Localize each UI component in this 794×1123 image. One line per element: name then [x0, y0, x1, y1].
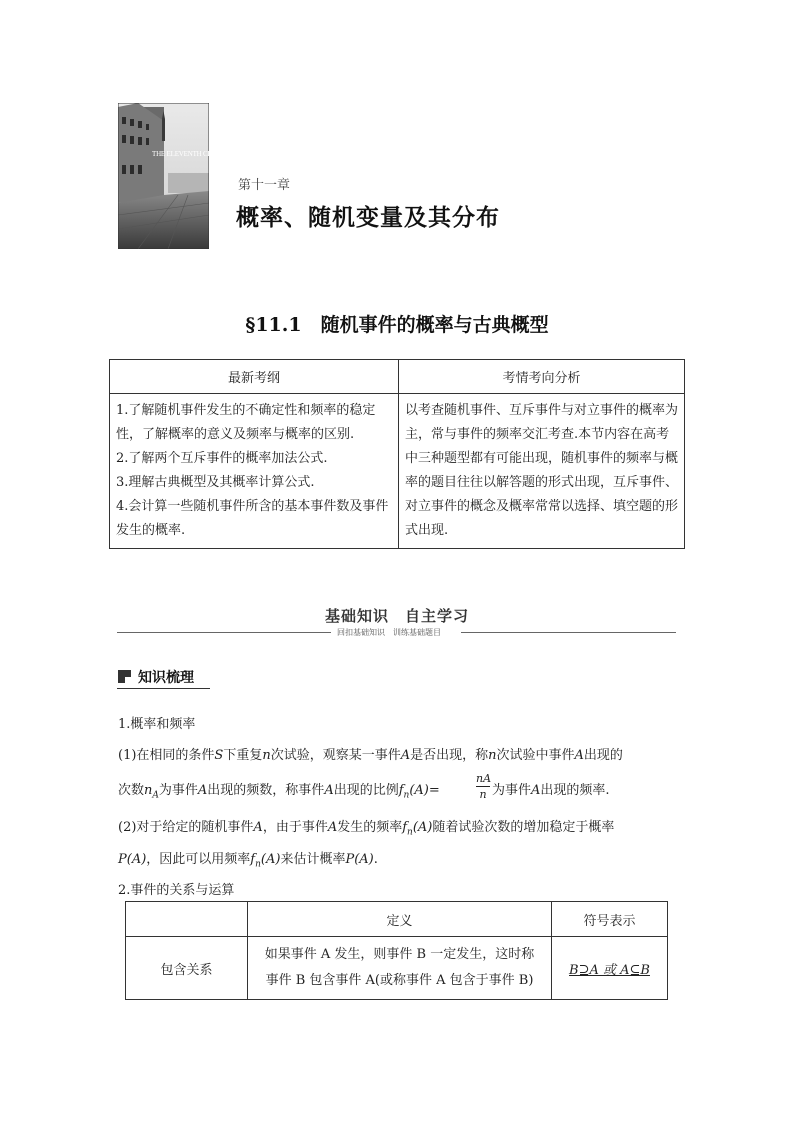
relations-header-blank [126, 902, 248, 937]
item1-heading: 1.概率和频率 [118, 717, 196, 732]
relation-definition [248, 937, 552, 1000]
definition-line: 事件 B 包含事件 A(或称事件 A 包含于事件 B) [265, 973, 534, 988]
analysis-text: 以考查随机事件、互斥事件与对立事件的概率为主，常与事件的频率交汇考查.本节内容在高考中三种题型都有可能出现，随机事件的频率与概率的题目往往以解答题的形式出现，互斥事件、对立事件的概念及概率常常以选择、填空题的形式出现. [405, 403, 679, 538]
event-relations-table [125, 901, 668, 1000]
syllabus-item: 3.理解古典概型及其概率计算公式. [116, 475, 315, 490]
fraction-bar [476, 786, 490, 787]
symbol-header: 符号表示 [552, 902, 668, 937]
syllabus-item: 1.了解随机事件发生的不确定性和频率的稳定性，了解概率的意义及频率与概率的区别. [116, 403, 376, 442]
fraction-denominator: n [479, 788, 487, 801]
relation-name: 包含关系 [126, 937, 248, 1000]
relation-symbol [552, 937, 668, 1000]
syllabus-cell [110, 394, 399, 549]
banner-divider-left [117, 632, 331, 633]
syllabus-header: 最新考纲 [110, 360, 399, 394]
knowledge-heading-underline [117, 688, 210, 689]
section-banner-subtitle: 回扣基础知识 训练基础题目 [337, 628, 441, 637]
fraction-numerator: nA [476, 772, 492, 785]
section-title: §11.1 随机事件的概率与古典概型 [245, 314, 549, 336]
chapter-title: 概率、随机变量及其分布 [236, 204, 500, 231]
syllabus-item: 4.会计算一些随机事件所含的基本事件数及事件发生的概率. [116, 499, 389, 538]
chapter-label: 第十一章 [238, 178, 291, 193]
section-banner-title: 基础知识 自主学习 [324, 607, 469, 625]
paragraph-line: (1)在相同的条件S下重复n次试验，观察某一事件A是否出现，称n次试验中事件A出现的 [118, 748, 623, 763]
square-bullet-icon-notch [125, 677, 131, 683]
paragraph-line: P(A)，因此可以用频率$f_n(A)$来估计概率P(A). [118, 852, 378, 870]
frequency-fraction [476, 772, 490, 801]
chapter-image-tag: THE ELEVENTH CHAPTER [152, 150, 234, 158]
definition-header: 定义 [248, 902, 552, 937]
syllabus-item: 2.了解两个互斥事件的概率加法公式. [116, 451, 328, 466]
analysis-cell [399, 394, 685, 549]
paragraph-line: 次数$n_A$为事件A出现的频数，称事件A出现的比例$f_n(A)=$ [118, 783, 440, 801]
chapter-cover-photo [118, 103, 209, 249]
symbol-text: B⊇A 或 A⊆B [569, 962, 650, 978]
analysis-header: 考情考向分析 [399, 360, 685, 394]
paragraph-line: 为事件A出现的频率. [492, 783, 610, 798]
knowledge-heading: 知识梳理 [138, 670, 194, 686]
syllabus-table [109, 359, 685, 549]
definition-line: 如果事件 A 发生，则事件 B 一定发生，这时称 [264, 947, 535, 962]
paragraph-line: (2)对于给定的随机事件A，由于事件A发生的频率$f_n(A)$随着试验次数的增加稳定于概率 [118, 820, 615, 838]
item2-heading: 2.事件的关系与运算 [118, 883, 235, 898]
banner-divider-right [461, 632, 676, 633]
